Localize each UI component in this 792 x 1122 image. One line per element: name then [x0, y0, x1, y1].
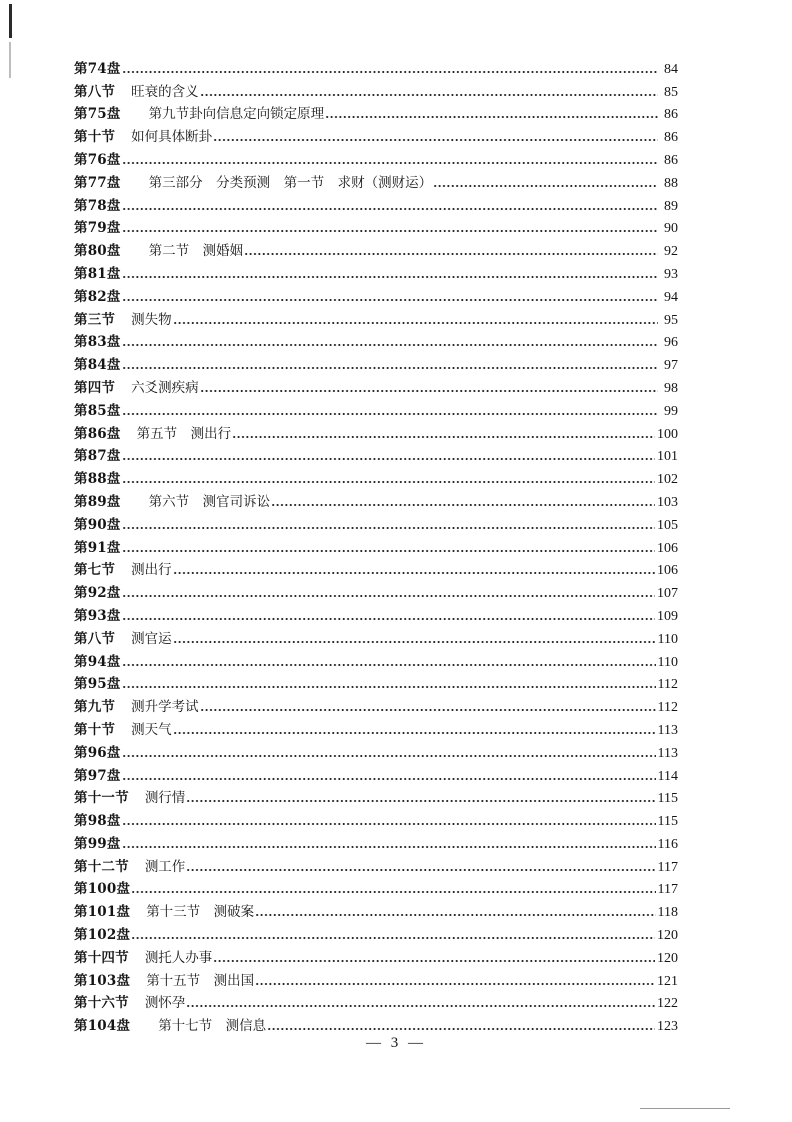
dot-leader [122, 412, 658, 416]
toc-entry-title: 测托人办事 [144, 949, 213, 966]
toc-entry-page: 117 [657, 859, 678, 875]
page-number: — 3 — [366, 1035, 426, 1051]
toc-entry [74, 898, 678, 921]
toc-entry-label: 第84盘 [74, 357, 121, 374]
toc-entry [74, 215, 678, 238]
toc-entry [74, 169, 678, 192]
toc-entry-page: 88 [664, 175, 678, 191]
dot-leader [122, 822, 656, 826]
toc-entry-page: 112 [657, 700, 678, 716]
toc-entry-page: 115 [657, 814, 678, 830]
toc-entry [74, 123, 678, 146]
dot-leader [122, 298, 658, 302]
toc-entry-label: 第十六节 [74, 995, 129, 1012]
toc-entry-label: 第92盘 [74, 585, 121, 602]
toc-entry-label: 第95盘 [74, 676, 121, 693]
toc-entry [74, 78, 678, 101]
toc-entry-label: 第76盘 [74, 151, 121, 168]
toc-entry-title: 测行情 [144, 790, 186, 807]
toc-entry-label: 第十一节 [74, 790, 129, 807]
dot-leader [213, 138, 658, 142]
toc-entry-title: 测升学考试 [131, 699, 199, 716]
toc-entry [74, 101, 678, 124]
dot-leader [232, 435, 655, 439]
dot-leader [122, 343, 658, 347]
toc-entry-label: 第七节 [74, 562, 116, 579]
toc-entry-label: 第86盘 [74, 425, 121, 442]
toc-entry-page: 105 [657, 517, 678, 533]
dot-leader [122, 161, 658, 165]
toc-entry-label: 第十二节 [74, 858, 129, 875]
toc-entry-label: 第89盘 [74, 493, 121, 510]
dot-leader [122, 229, 658, 233]
toc-entry-label: 第80盘 [74, 243, 121, 260]
toc-entry [74, 351, 678, 374]
toc-entry [74, 990, 678, 1013]
toc-entry-title: 第三部分 分类预测 第一节 求财（测财运） [148, 174, 433, 191]
toc-entry-label: 第82盘 [74, 288, 121, 305]
dot-leader [267, 1027, 655, 1031]
dot-leader [122, 207, 658, 211]
toc-entry [74, 739, 678, 762]
toc-entry [74, 853, 678, 876]
toc-entry-page: 113 [657, 745, 678, 761]
dot-leader [122, 549, 655, 553]
toc-entry-label: 第91盘 [74, 539, 121, 556]
footer-rule [640, 1108, 730, 1109]
dot-leader [213, 959, 655, 963]
toc-entry-label: 第三节 [74, 311, 116, 328]
toc-entry-title: 测失物 [131, 311, 172, 328]
dot-leader [122, 594, 655, 598]
dot-leader [122, 777, 656, 781]
toc-entry-title: 第十七节 测信息 [158, 1018, 267, 1035]
dot-leader [173, 321, 658, 325]
dot-leader [131, 890, 655, 894]
toc-entry [74, 762, 678, 785]
dot-leader [122, 275, 658, 279]
toc-entry-label: 第十四节 [74, 949, 129, 966]
toc-entry [74, 921, 678, 944]
dot-leader [271, 503, 655, 507]
toc-entry-label: 第74盘 [74, 60, 121, 77]
toc-entry-label: 第75盘 [74, 106, 121, 123]
toc-entry-label: 第十节 [74, 721, 116, 738]
toc-entry [74, 671, 678, 694]
toc-entry [74, 807, 678, 830]
toc-entry-page: 121 [657, 973, 678, 989]
toc-entry-page: 120 [657, 928, 678, 944]
toc-entry-page: 102 [657, 472, 678, 488]
toc-entry-label: 第十节 [74, 129, 116, 146]
toc-entry-title: 测出行 [131, 562, 172, 579]
toc-entry [74, 237, 678, 260]
toc-entry [74, 260, 678, 283]
toc-entry-page: 101 [657, 449, 678, 465]
toc-entry [74, 785, 678, 808]
dot-leader [200, 93, 658, 97]
toc-entry-label: 第八节 [74, 630, 116, 647]
toc-entry-page: 95 [664, 312, 678, 328]
scan-edge-mark-faint [9, 42, 11, 78]
toc-entry-page: 92 [664, 244, 678, 260]
toc-entry-page: 89 [664, 198, 678, 214]
toc-entry-title: 第十三节 测破案 [146, 904, 255, 921]
toc-entry-label: 第99盘 [74, 835, 121, 852]
toc-entry [74, 557, 678, 580]
scan-edge-mark [9, 4, 12, 38]
toc-entry-page: 114 [657, 768, 678, 784]
toc-entry-page: 112 [657, 677, 678, 693]
toc-entry [74, 944, 678, 967]
toc-entry [74, 1012, 678, 1035]
dot-leader [325, 115, 658, 119]
toc-entry-page: 110 [657, 654, 678, 670]
toc-entry-label: 第96盘 [74, 744, 121, 761]
toc-entry-label: 第81盘 [74, 265, 121, 282]
dot-leader [244, 252, 658, 256]
toc-entry-title: 第九节卦向信息定向锁定原理 [148, 106, 325, 123]
toc-entry-page: 120 [657, 950, 678, 966]
toc-entry-page: 106 [657, 540, 678, 556]
toc-entry-page: 94 [664, 289, 678, 305]
toc-entry-title: 六爻测疾病 [131, 379, 199, 396]
toc-entry-page: 98 [664, 380, 678, 396]
dot-leader [122, 663, 656, 667]
toc-entry [74, 579, 678, 602]
dot-leader [122, 754, 656, 758]
toc-entry-title: 旺衰的含义 [131, 83, 199, 100]
toc-entry [74, 488, 678, 511]
toc-entry-page: 103 [657, 494, 678, 510]
toc-entry-page: 85 [664, 84, 678, 100]
toc-entry-label: 第104盘 [74, 1018, 131, 1035]
dot-leader [173, 571, 655, 575]
toc-entry-title: 第五节 测出行 [136, 425, 232, 442]
dot-leader [255, 982, 655, 986]
toc-entry-label: 第85盘 [74, 402, 121, 419]
toc-entry [74, 329, 678, 352]
toc-entry [74, 716, 678, 739]
toc-entry-label: 第88盘 [74, 471, 121, 488]
toc-entry-label: 第77盘 [74, 174, 121, 191]
toc-entry-title: 测工作 [144, 858, 186, 875]
toc-entry-label: 第四节 [74, 379, 116, 396]
toc-entry [74, 602, 678, 625]
toc-entry-title: 如何具体断卦 [131, 129, 213, 146]
toc-entry-label: 第79盘 [74, 220, 121, 237]
dot-leader [433, 184, 658, 188]
toc-entry-page: 123 [657, 1019, 678, 1035]
toc-entry-page: 116 [657, 836, 678, 852]
toc-entry [74, 830, 678, 853]
dot-leader [122, 845, 656, 849]
toc-entry [74, 648, 678, 671]
toc-entry [74, 374, 678, 397]
toc-entry-page: 93 [664, 266, 678, 282]
toc-entry-page: 99 [664, 403, 678, 419]
toc-entry-label: 第八节 [74, 83, 116, 100]
toc-entry [74, 876, 678, 899]
toc-entry-title: 测官运 [131, 630, 172, 647]
dot-leader [173, 640, 656, 644]
toc-entry-label: 第98盘 [74, 813, 121, 830]
dot-leader [122, 457, 655, 461]
toc-entry [74, 534, 678, 557]
toc-entry [74, 511, 678, 534]
toc-entry-label: 第九节 [74, 699, 116, 716]
toc-entry-label: 第97盘 [74, 767, 121, 784]
toc-entry-page: 100 [657, 426, 678, 442]
dot-leader [186, 1004, 655, 1008]
toc-entry-page: 107 [657, 586, 678, 602]
toc-entry-page: 122 [657, 996, 678, 1012]
toc-entry-label: 第87盘 [74, 448, 121, 465]
toc-entry-page: 110 [657, 631, 678, 647]
toc-entry-label: 第93盘 [74, 607, 121, 624]
toc-entry [74, 283, 678, 306]
toc-entry-page: 113 [657, 722, 678, 738]
toc-entry-label: 第101盘 [74, 904, 131, 921]
toc-entry [74, 693, 678, 716]
toc-entry-title: 第十五节 测出国 [146, 972, 255, 989]
toc-entry-page: 97 [664, 358, 678, 374]
toc-entry [74, 146, 678, 169]
toc-entry-title: 测天气 [131, 721, 172, 738]
toc-entry-label: 第102盘 [74, 927, 131, 944]
toc-entry [74, 192, 678, 215]
toc-entry-label: 第78盘 [74, 197, 121, 214]
dot-leader [173, 731, 656, 735]
toc-entry-page: 117 [657, 882, 678, 898]
toc-entry [74, 306, 678, 329]
toc-entry-label: 第94盘 [74, 653, 121, 670]
toc-entry-label: 第83盘 [74, 334, 121, 351]
toc-entry-label: 第90盘 [74, 516, 121, 533]
dot-leader [122, 526, 655, 530]
toc-entry [74, 420, 678, 443]
toc-entry-page: 86 [664, 107, 678, 123]
dot-leader [200, 708, 656, 712]
toc-entry-page: 90 [664, 221, 678, 237]
toc-entry-page: 115 [657, 791, 678, 807]
toc-entry-title: 测怀孕 [144, 995, 186, 1012]
toc-entry-page: 96 [664, 335, 678, 351]
table-of-contents [74, 55, 678, 1035]
toc-entry-page: 86 [664, 152, 678, 168]
dot-leader [131, 936, 655, 940]
dot-leader [122, 366, 658, 370]
dot-leader [122, 685, 656, 689]
dot-leader [122, 617, 655, 621]
toc-entry-page: 106 [657, 563, 678, 579]
toc-entry [74, 967, 678, 990]
toc-entry-title: 第六节 测官司诉讼 [148, 493, 271, 510]
toc-entry [74, 625, 678, 648]
toc-entry-page: 86 [664, 130, 678, 146]
dot-leader [122, 70, 658, 74]
toc-entry-page: 109 [657, 608, 678, 624]
dot-leader [186, 799, 655, 803]
toc-entry [74, 397, 678, 420]
dot-leader [255, 913, 655, 917]
toc-entry [74, 465, 678, 488]
dot-leader [200, 389, 658, 393]
toc-entry-label: 第100盘 [74, 881, 131, 898]
toc-entry-page: 84 [664, 61, 678, 77]
toc-entry-title: 第二节 测婚姻 [148, 243, 244, 260]
toc-entry [74, 55, 678, 78]
dot-leader [186, 868, 655, 872]
toc-entry-label: 第103盘 [74, 972, 131, 989]
toc-entry [74, 443, 678, 466]
toc-entry-page: 118 [657, 905, 678, 921]
dot-leader [122, 480, 655, 484]
